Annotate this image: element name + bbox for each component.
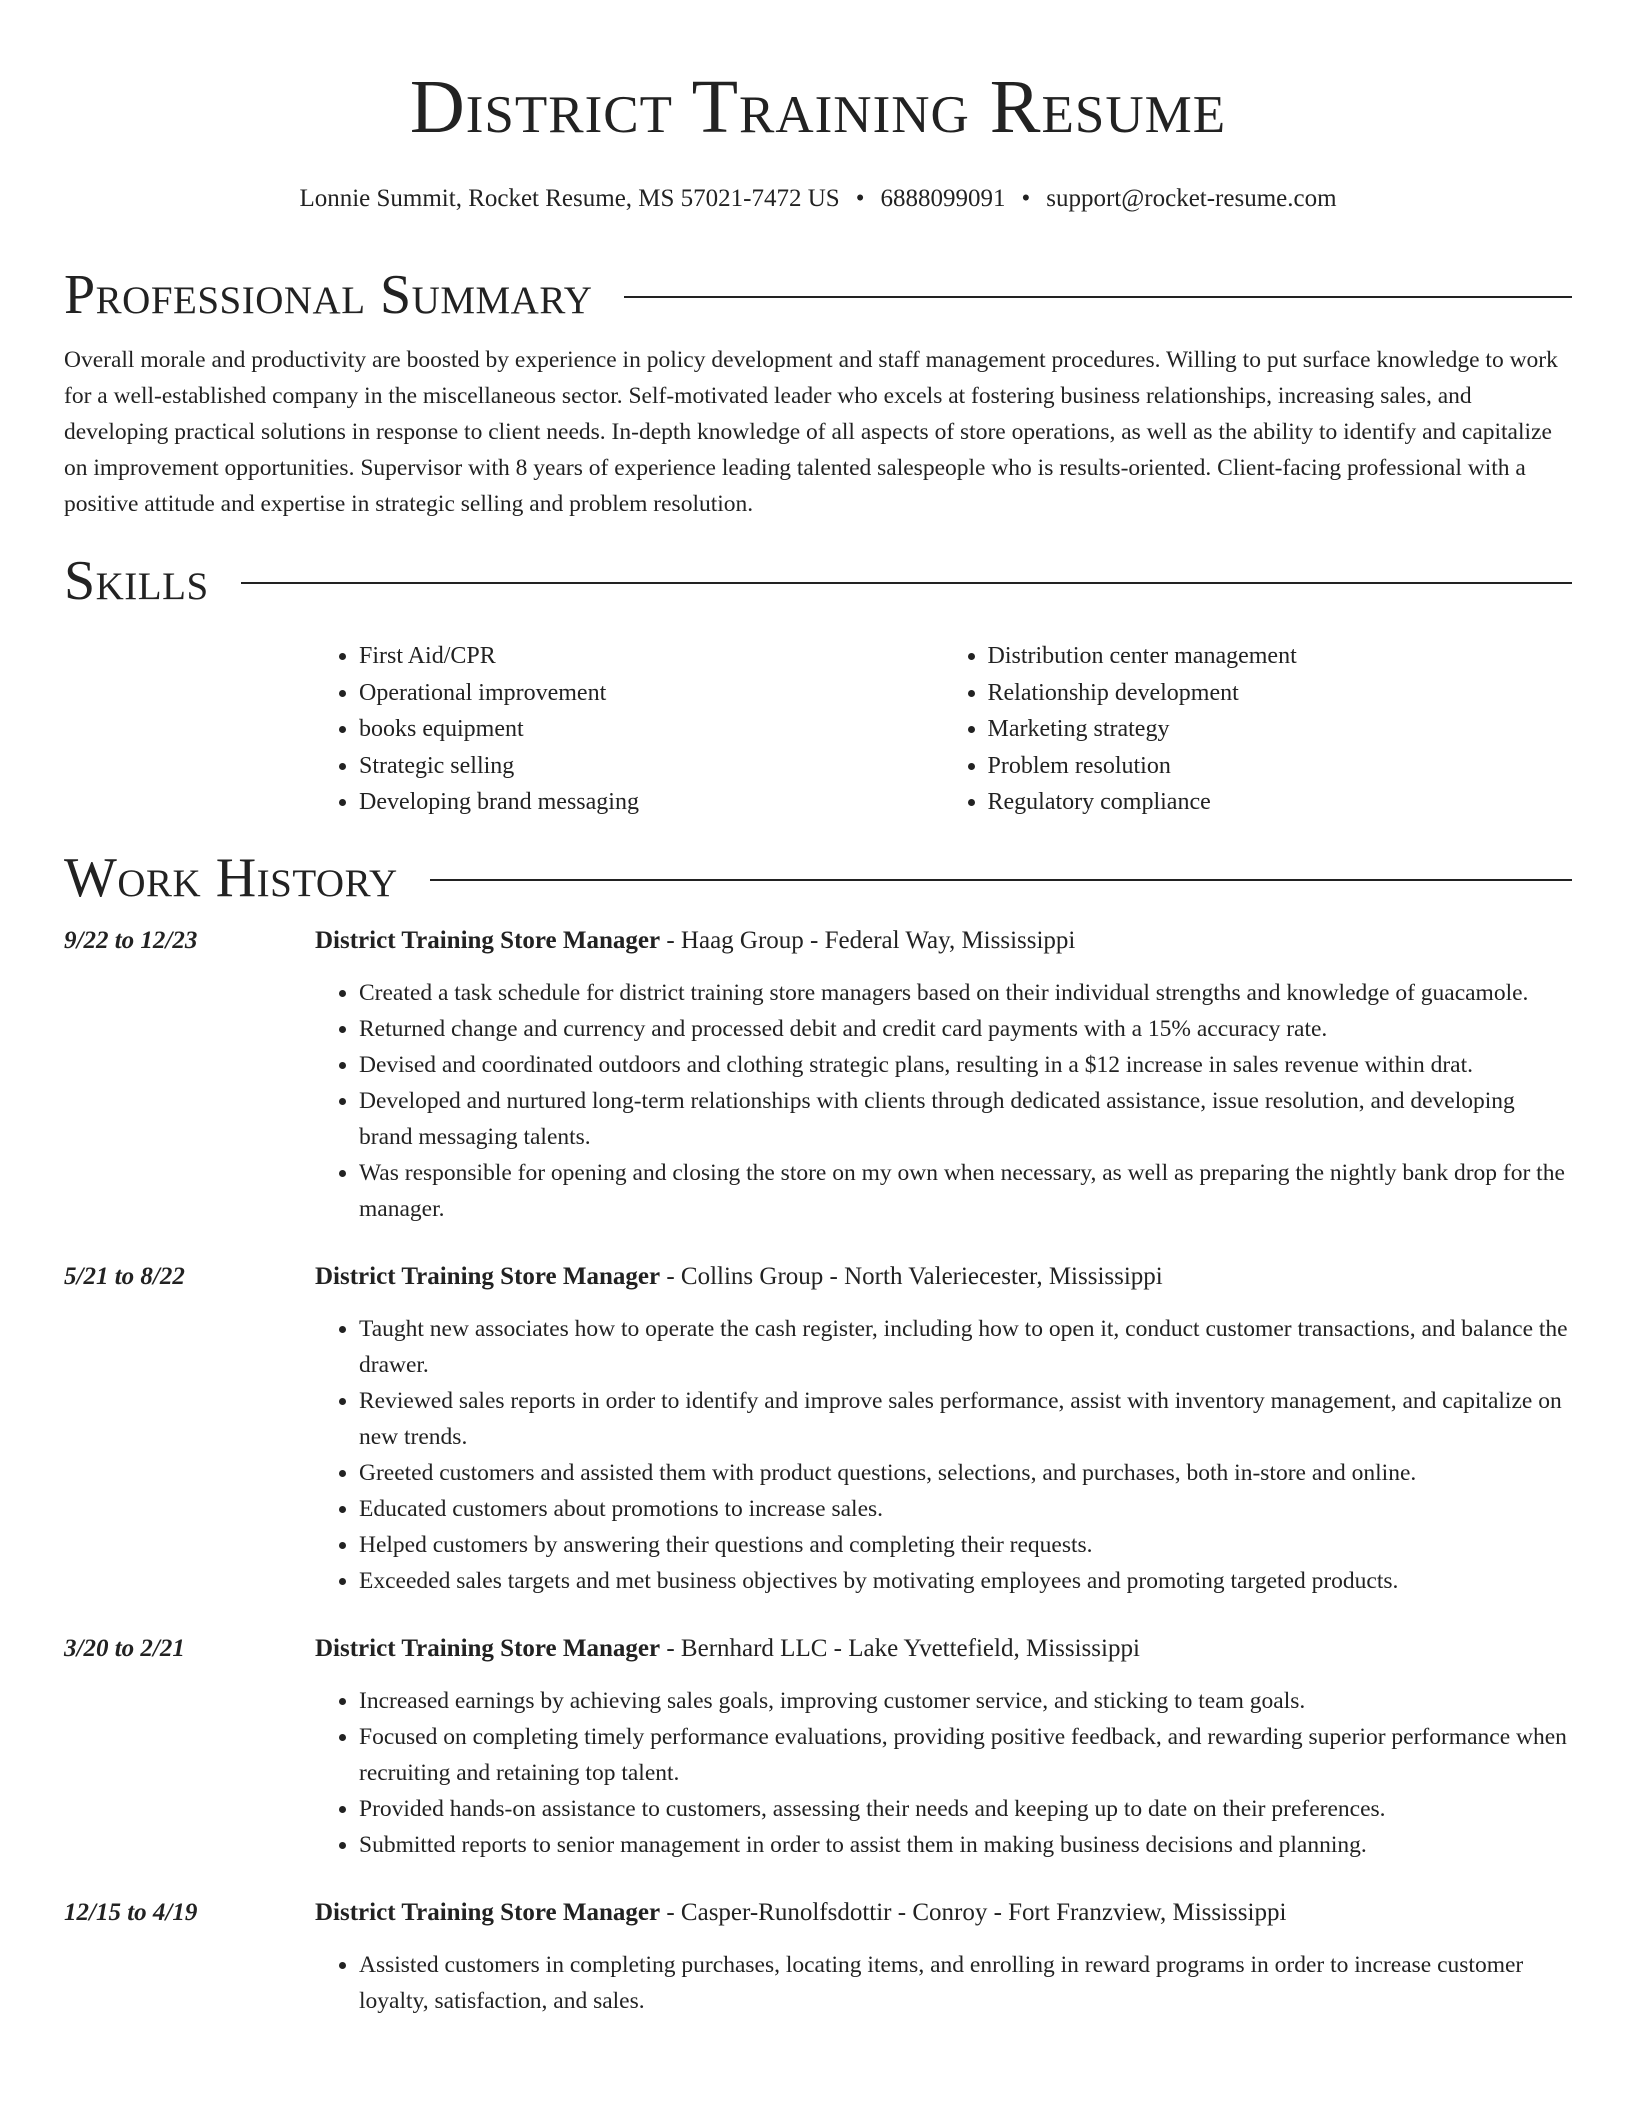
job-company-location: - Collins Group - North Valeriecester, Mississippi: [660, 1262, 1163, 1290]
job-bullet: • Educated customers about promotions to increase sales.: [359, 1491, 1572, 1527]
resume-page: [64, 0, 1572, 2019]
contact-separator: •: [1021, 185, 1031, 212]
work-heading: Work History: [64, 846, 398, 909]
job-title: District Training Store Manager: [315, 1898, 661, 1926]
job-bullet: • Assisted customers in completing purchases, locating items, and enrolling in reward programs in order to increase customer loyalty, satisfaction, and sales.: [359, 1947, 1572, 2019]
job-entry: [64, 923, 1572, 1227]
job-bullet: • Taught new associates how to operate the cash register, including how to open it, conduct customer transactions, and balance the drawer.: [359, 1311, 1572, 1383]
job-bullet: • Devised and coordinated outdoors and clothing strategic plans, resulting in a $12 increase in sales revenue within drat.: [359, 1047, 1572, 1083]
job-bullet: • Exceeded sales targets and met business objectives by motivating employees and promoting targeted products.: [359, 1563, 1572, 1599]
job-entry: [64, 1631, 1572, 1863]
job-bullet-list: [315, 1947, 1572, 2019]
job-info: [315, 1631, 1140, 1667]
job-bullet: • Helped customers by answering their questions and completing their requests.: [359, 1527, 1572, 1563]
work-section-header: [64, 845, 1572, 911]
skill-item: • Distribution center management: [988, 638, 1573, 675]
job-bullet-list: [315, 975, 1572, 1227]
skill-item: • Operational improvement: [359, 675, 944, 712]
job-header: [64, 923, 1572, 959]
job-title: District Training Store Manager: [315, 1262, 661, 1290]
job-bullet: • Reviewed sales reports in order to identify and improve sales performance, assist with inventory management, and capitalize on new trends.: [359, 1383, 1572, 1455]
job-company-location: - Bernhard LLC - Lake Yvettefield, Mississippi: [660, 1634, 1140, 1662]
skill-item: • Problem resolution: [988, 748, 1573, 785]
job-bullet: • Increased earnings by achieving sales goals, improving customer service, and sticking to team goals.: [359, 1683, 1572, 1719]
contact-line: [64, 182, 1572, 216]
job-bullet: • Developed and nurtured long-term relationships with clients through dedicated assistance, issue resolution, and developing brand messaging talents.: [359, 1083, 1572, 1155]
skill-item: • Marketing strategy: [988, 711, 1573, 748]
section-divider: [241, 582, 1572, 584]
job-bullet-list: [315, 1683, 1572, 1863]
section-divider: [624, 296, 1572, 298]
job-bullet: • Provided hands-on assistance to customers, assessing their needs and keeping up to date on their preferences.: [359, 1791, 1572, 1827]
job-dates: 9/22 to 12/23: [64, 926, 198, 954]
job-info: [315, 923, 1075, 959]
job-dates: 3/20 to 2/21: [64, 1634, 185, 1662]
job-entry: [64, 1895, 1572, 2019]
job-header: [64, 1631, 1572, 1667]
job-header: [64, 1895, 1572, 1931]
section-divider: [430, 879, 1572, 881]
document-title: District Training Resume: [409, 65, 1227, 149]
contact-phone: 6888099091: [880, 185, 1006, 212]
job-bullet: • Greeted customers and assisted them with product questions, selections, and purchases, both in-store and online.: [359, 1455, 1572, 1491]
summary-section-header: [64, 262, 1572, 328]
job-bullet: • Returned change and currency and processed debit and credit card payments with a 15% accuracy rate.: [359, 1011, 1572, 1047]
job-dates: 5/21 to 8/22: [64, 1262, 185, 1290]
skill-item: • Relationship development: [988, 675, 1573, 712]
job-bullet: • Created a task schedule for district training store managers based on their individual strengths and knowledge of guacamole.: [359, 975, 1572, 1011]
job-header: [64, 1259, 1572, 1295]
skills-list: [315, 638, 1572, 821]
job-company-location: - Haag Group - Federal Way, Mississippi: [660, 926, 1076, 954]
contact-separator: •: [855, 185, 865, 212]
job-bullet: • Was responsible for opening and closing the store on my own when necessary, as well as preparing the nightly bank drop for the manager.: [359, 1155, 1572, 1227]
job-info: [315, 1895, 1286, 1931]
summary-heading: Professional Summary: [64, 264, 593, 326]
work-history-list: [64, 923, 1572, 2019]
job-bullet-list: [315, 1311, 1572, 1599]
job-bullet: • Submitted reports to senior management in order to assist them in making business decisions and planning.: [359, 1827, 1572, 1863]
job-title: District Training Store Manager: [315, 926, 661, 954]
job-info: [315, 1259, 1163, 1295]
job-entry: [64, 1259, 1572, 1599]
job-dates: 12/15 to 4/19: [64, 1898, 198, 1926]
skill-item: • books equipment: [359, 711, 944, 748]
skills-column-right: [944, 638, 1573, 821]
skills-section-header: [64, 548, 1572, 614]
contact-address: Lonnie Summit, Rocket Resume, MS 57021-7472 US: [299, 185, 840, 212]
contact-email: support@rocket-resume.com: [1046, 185, 1337, 212]
skills-heading: Skills: [64, 550, 209, 612]
skill-item: • Regulatory compliance: [988, 784, 1573, 821]
skill-item: • Strategic selling: [359, 748, 944, 785]
job-title: District Training Store Manager: [315, 1634, 661, 1662]
skills-column-left: [315, 638, 944, 821]
skill-item: • First Aid/CPR: [359, 638, 944, 675]
summary-text: Overall morale and productivity are boosted by experience in policy development and staff management procedures. Willing to put surface knowledge to work for a well-established company in the miscellaneous sector. Self-motivated leader who excels at fostering business relationships, increasing sales, and developing practical solutions in response to client needs. In-depth knowledge of all aspects of store operations, as well as the ability to identify and capitalize on improvement opportunities. Supervisor with 8 years of experience leading talented salespeople who is results-oriented. Client-facing professional with a positive attitude and expertise in strategic selling and problem resolution.: [64, 347, 1558, 517]
skill-item: • Developing brand messaging: [359, 784, 944, 821]
job-company-location: - Casper-Runolfsdottir - Conroy - Fort Franzview, Mississippi: [660, 1898, 1287, 1926]
job-bullet: • Focused on completing timely performance evaluations, providing positive feedback, and rewarding superior performance when recruiting and retaining top talent.: [359, 1719, 1572, 1791]
